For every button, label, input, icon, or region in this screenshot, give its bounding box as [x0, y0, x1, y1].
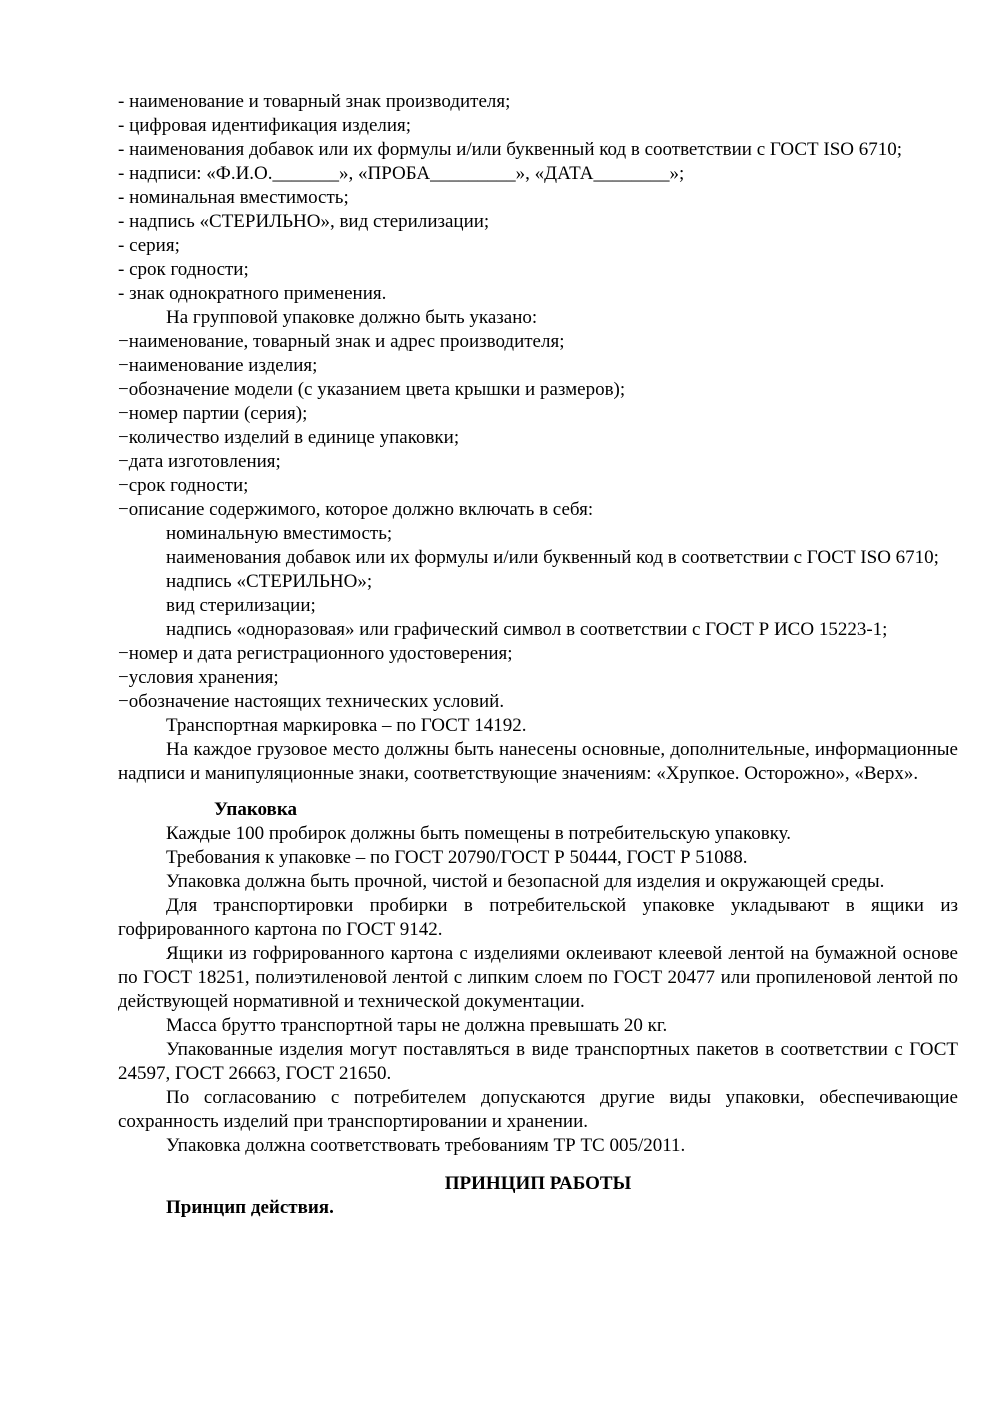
paragraph: Упаковка должна соответствовать требованиям ТР ТС 005/2011.: [166, 1135, 686, 1156]
document-body: [118, 90, 958, 1220]
list-item: - знак однократного применения.: [118, 283, 387, 304]
paragraph: надпись «СТЕРИЛЬНО»;: [166, 571, 373, 592]
paragraph: вид стерилизации;: [166, 595, 316, 616]
list-item: - наименования добавок или их формулы и/или буквенный код в соответствии с ГОСТ ISO 6710;: [118, 139, 903, 160]
list-item: - надписи: «Ф.И.О._______», «ПРОБА_________», «ДАТА________»;: [118, 163, 685, 184]
paragraph: Транспортная маркировка – по ГОСТ 14192.: [166, 715, 527, 736]
list-item: −наименование, товарный знак и адрес производителя;: [118, 331, 565, 352]
list-item: - серия;: [118, 235, 180, 256]
paragraph: Каждые 100 пробирок должны быть помещены в потребительскую упаковку.: [166, 823, 792, 844]
paragraph: На групповой упаковке должно быть указано:: [166, 307, 538, 328]
section-heading: Упаковка: [214, 799, 297, 820]
list-item: −описание содержимого, которое должно включать в себя:: [118, 499, 594, 520]
paragraph: На каждое грузовое место должны быть нанесены основные, дополнительные, информационные надписи и манипуляционные знаки, соответствующие значениям: «Хрупкое. Осторожно», «Верх».: [118, 739, 958, 784]
list-item: - номинальная вместимость;: [118, 187, 349, 208]
lead-paragraph: Принцип действия.: [166, 1197, 334, 1218]
list-item: −дата изготовления;: [118, 451, 281, 472]
list-item: - надпись «СТЕРИЛЬНО», вид стерилизации;: [118, 211, 490, 232]
paragraph: Упаковка должна быть прочной, чистой и безопасной для изделия и окружающей среды.: [166, 871, 885, 892]
paragraph: По согласованию с потребителем допускаются другие виды упаковки, обеспечивающие сохранность изделий при транспортировании и хранении.: [118, 1087, 958, 1132]
section-title: ПРИНЦИП РАБОТЫ: [444, 1173, 632, 1194]
list-item: −срок годности;: [118, 475, 249, 496]
list-item: −количество изделий в единице упаковки;: [118, 427, 460, 448]
list-item: - срок годности;: [118, 259, 249, 280]
list-item: −номер и дата регистрационного удостоверения;: [118, 643, 513, 664]
list-item: - цифровая идентификация изделия;: [118, 115, 412, 136]
list-item: - наименование и товарный знак производителя;: [118, 91, 511, 112]
paragraph: надпись «одноразовая» или графический символ в соответствии с ГОСТ Р ИСО 15223-1;: [166, 619, 888, 640]
paragraph: Ящики из гофрированного картона с изделиями оклеивают клеевой лентой на бумажной основе по ГОСТ 18251, полиэтиленовой лентой с липким слоем по ГОСТ 20477 или пропиленовой лентой по действующей нормативной и технической документации.: [118, 943, 958, 1012]
paragraph: Масса брутто транспортной тары не должна превышать 20 кг.: [166, 1015, 668, 1036]
paragraph: наименования добавок или их формулы и/или буквенный код в соответствии с ГОСТ ISO 6710;: [166, 547, 939, 568]
list-item: −обозначение модели (с указанием цвета крышки и размеров);: [118, 379, 626, 400]
paragraph: Для транспортировки пробирки в потребительской упаковке укладывают в ящики из гофрированного картона по ГОСТ 9142.: [118, 895, 958, 940]
paragraph: Требования к упаковке – по ГОСТ 20790/ГОСТ Р 50444, ГОСТ Р 51088.: [166, 847, 748, 868]
list-item: −наименование изделия;: [118, 355, 318, 376]
list-item: −условия хранения;: [118, 667, 279, 688]
list-item: −обозначение настоящих технических условий.: [118, 691, 505, 712]
paragraph: номинальную вместимость;: [166, 523, 393, 544]
paragraph: Упакованные изделия могут поставляться в виде транспортных пакетов в соответствии с ГОСТ 24597, ГОСТ 26663, ГОСТ 21650.: [118, 1039, 958, 1084]
list-item: −номер партии (серия);: [118, 403, 308, 424]
